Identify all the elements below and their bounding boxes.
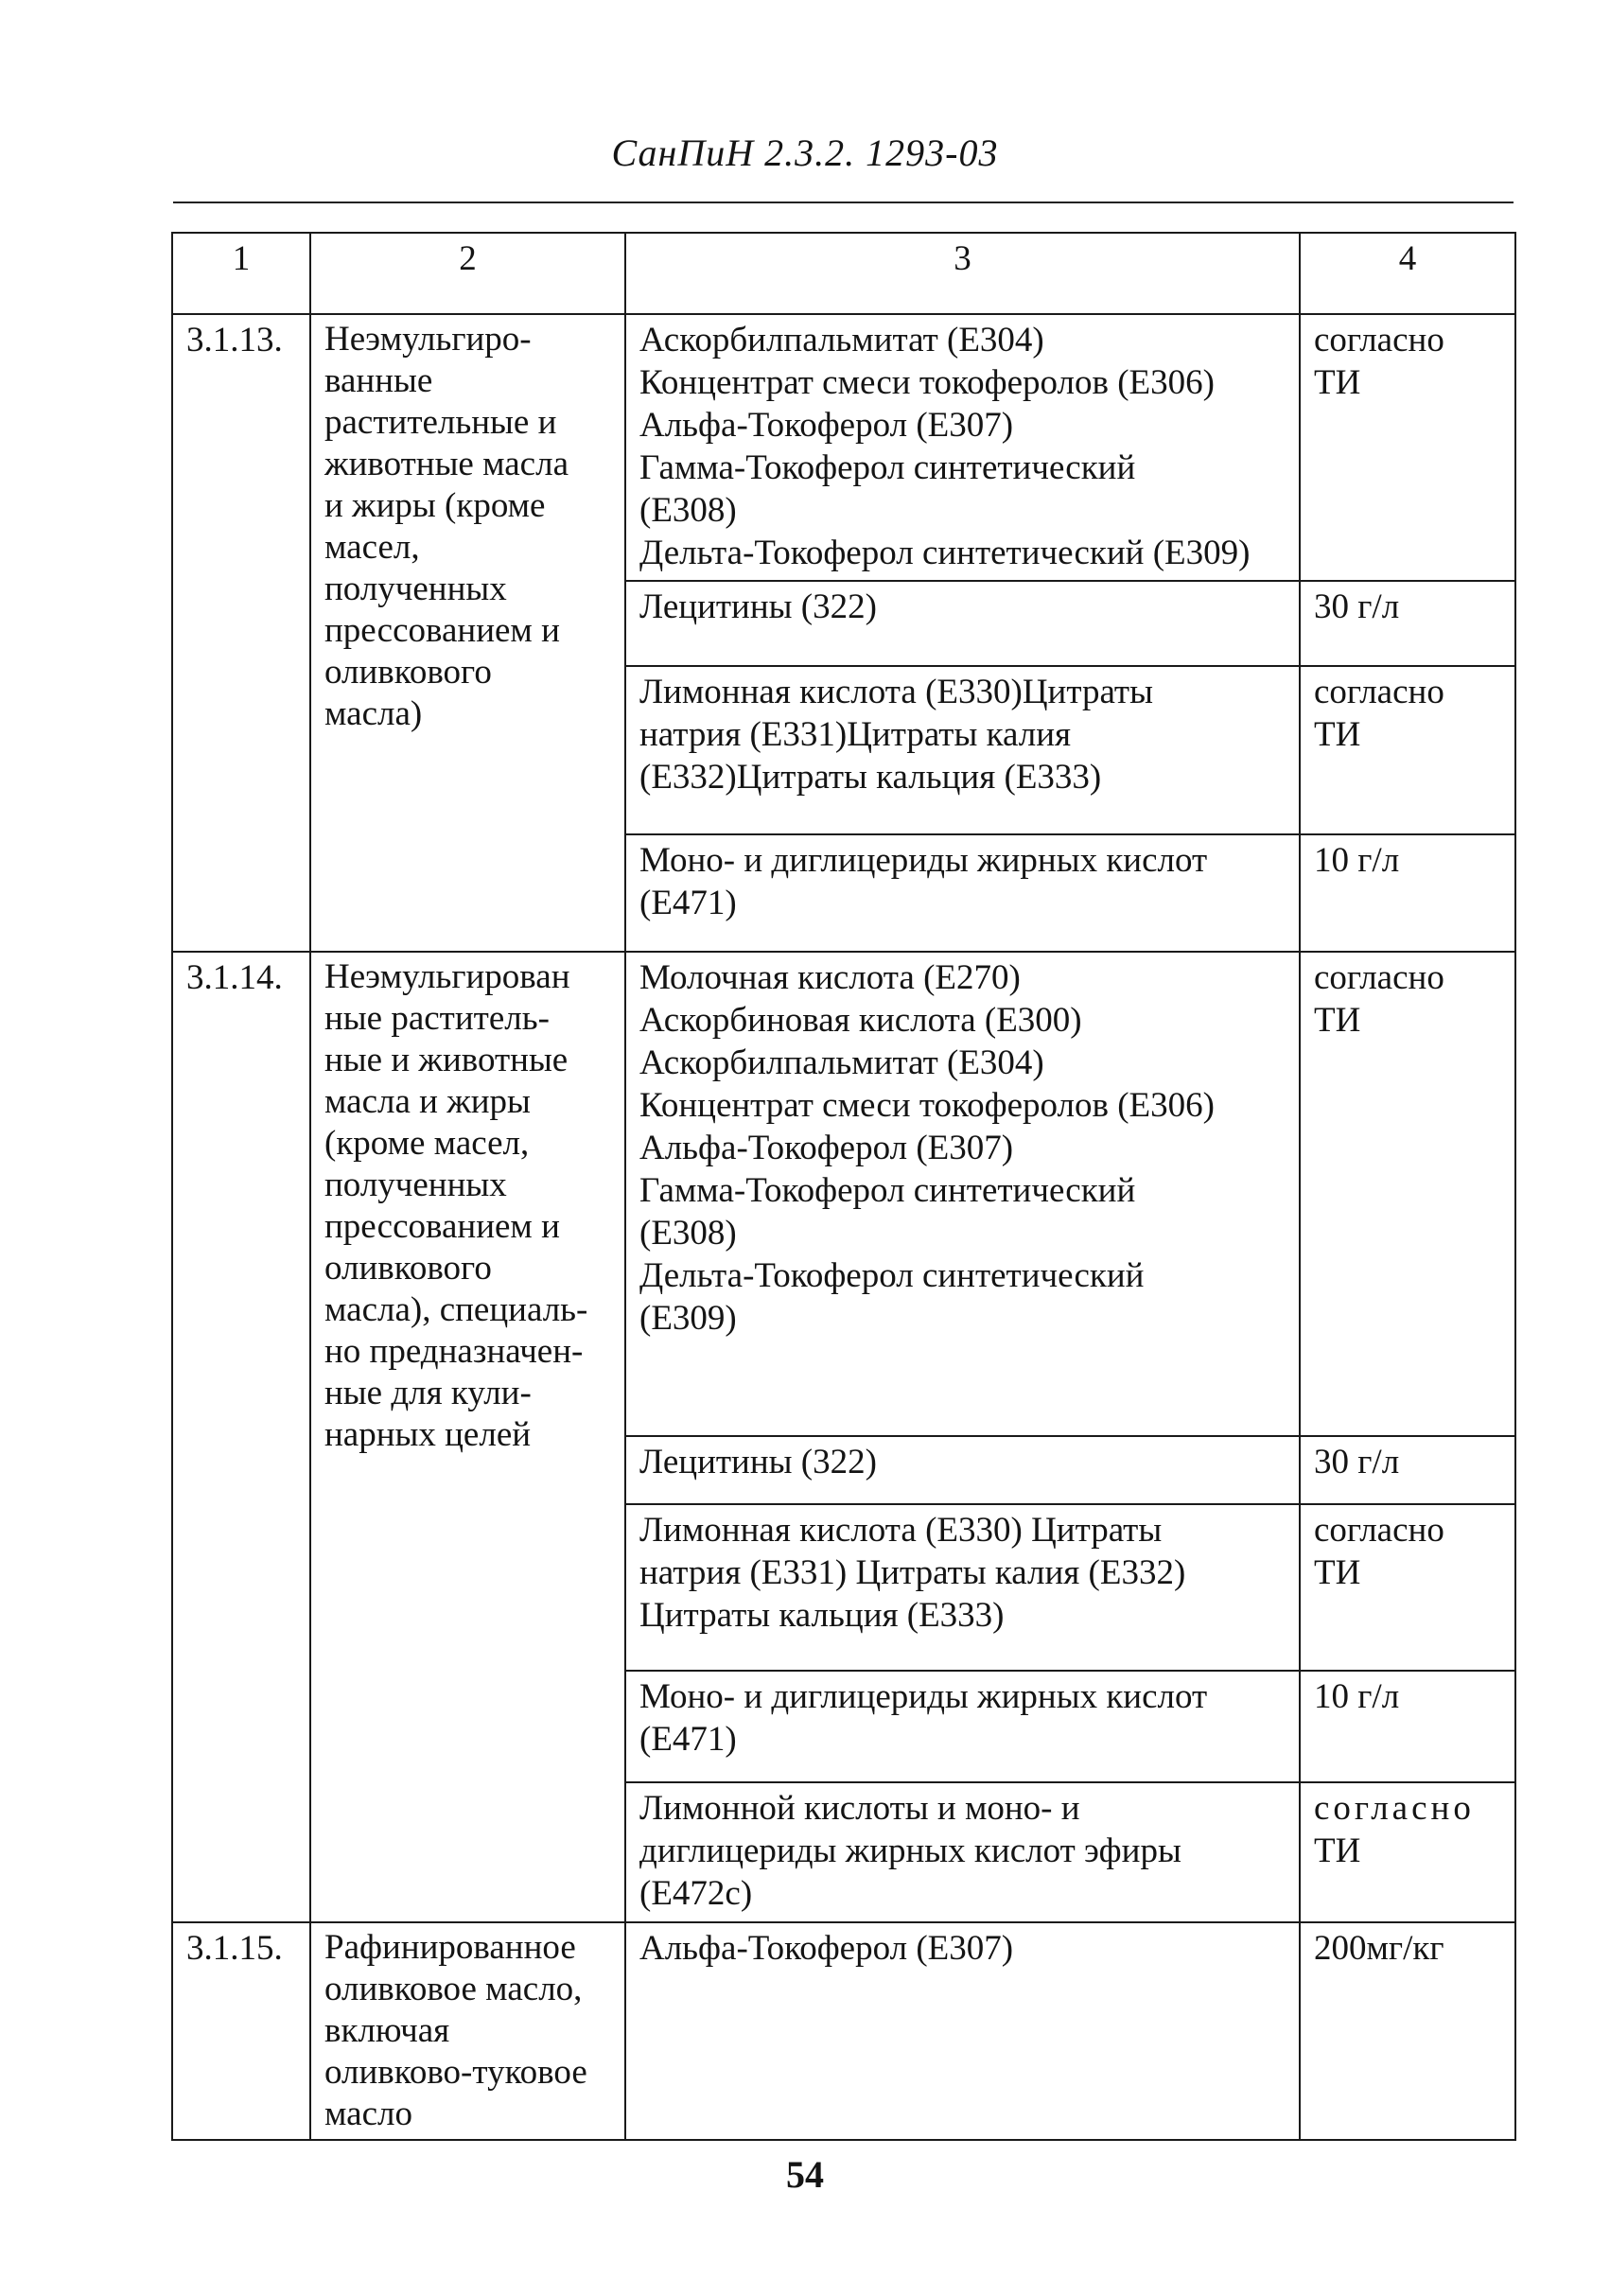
additive-line: Гамма-Токоферол синтетический (639, 448, 1136, 487)
level-line: ТИ (1314, 1832, 1361, 1870)
product-line: и жиры (кроме (324, 486, 546, 525)
product-description (310, 1922, 625, 2140)
additive-line: натрия (Е331) Цитраты калия (Е332) (639, 1553, 1186, 1592)
level-line: 10 г/л (1314, 841, 1400, 880)
level-cell (1300, 952, 1515, 1436)
section-number: 3.1.15. (172, 1922, 310, 2140)
level-line: ТИ (1314, 715, 1361, 754)
table-row (172, 1922, 1515, 2140)
additive-line: Гамма-Токоферол синтетический (639, 1171, 1136, 1210)
level-line: ТИ (1314, 1001, 1361, 1040)
additive-line: Дельта-Токоферол синтетический (639, 1256, 1145, 1295)
additive-cell (625, 314, 1300, 581)
table-row (172, 314, 1515, 581)
product-line: прессованием и (324, 1207, 560, 1246)
level-cell (1300, 1922, 1515, 2140)
product-line: масла), специаль- (324, 1290, 588, 1329)
product-line: масло (324, 2094, 412, 2133)
additive-line: Аскорбилпальмитат (Е304) (639, 321, 1044, 359)
additive-line: Аскорбиновая кислота (Е300) (639, 1001, 1082, 1040)
additive-cell (625, 1436, 1300, 1504)
level-cell (1300, 1504, 1515, 1671)
section-number: 3.1.13. (172, 314, 310, 952)
level-line: 30 г/л (1314, 587, 1400, 626)
additive-line: Моно- и диглицериды жирных кислот (639, 841, 1208, 880)
additive-line: Моно- и диглицериды жирных кислот (639, 1677, 1208, 1716)
additive-line: Цитраты кальция (Е333) (639, 1596, 1005, 1635)
level-line: ТИ (1314, 363, 1361, 402)
additive-cell (625, 1504, 1300, 1671)
additive-line: Лимонная кислота (Е330)Цитраты (639, 673, 1153, 711)
product-line: масла) (324, 694, 423, 733)
level-line: 200мг/кг (1314, 1929, 1444, 1968)
product-line: полученных (324, 1166, 507, 1204)
additive-line: Концентрат смеси токоферолов (Е306) (639, 363, 1215, 402)
additives-table (171, 232, 1516, 2141)
product-description (310, 314, 625, 952)
additive-line: Лецитины (322) (639, 1443, 877, 1481)
additive-cell (625, 1671, 1300, 1782)
column-header-2: 2 (310, 233, 625, 314)
additive-cell (625, 581, 1300, 666)
additive-cell (625, 834, 1300, 952)
level-cell (1300, 1436, 1515, 1504)
additive-line: Лецитины (322) (639, 587, 877, 626)
product-line: оливковое масло, (324, 1970, 583, 2008)
additive-line: Дельта-Токоферол синтетический (Е309) (639, 534, 1251, 572)
additive-line: (Е472с) (639, 1874, 753, 1913)
level-line: согласно (1314, 958, 1444, 997)
level-cell (1300, 834, 1515, 952)
level-cell (1300, 1671, 1515, 1782)
additive-line: натрия (Е331)Цитраты калия (639, 715, 1072, 754)
product-line: ные раститель- (324, 999, 550, 1038)
additive-cell (625, 666, 1300, 834)
additive-line: Лимонная кислота (Е330) Цитраты (639, 1511, 1163, 1550)
product-line: масел, (324, 528, 420, 567)
level-cell (1300, 666, 1515, 834)
level-cell (1300, 314, 1515, 581)
level-line: 30 г/л (1314, 1443, 1400, 1481)
column-header-1: 1 (172, 233, 310, 314)
product-line: нарных целей (324, 1415, 532, 1454)
product-line: (кроме масел, (324, 1124, 530, 1163)
additive-line: Альфа-Токоферол (Е307) (639, 1929, 1014, 1968)
table-header-row (172, 233, 1515, 314)
level-line: согласно (1314, 673, 1444, 711)
product-line: растительные и (324, 403, 557, 442)
product-line: оливково-туковое (324, 2053, 587, 2092)
column-header-4: 4 (1300, 233, 1515, 314)
page-number: 54 (786, 2153, 824, 2196)
product-line: ные для кули- (324, 1374, 532, 1412)
additive-line: (Е332)Цитраты кальция (Е333) (639, 758, 1102, 797)
product-description (310, 952, 625, 1922)
product-line: Рафинированное (324, 1928, 576, 1967)
product-line: ные и животные (324, 1041, 569, 1079)
additive-line: Молочная кислота (Е270) (639, 958, 1021, 997)
additive-line: Концентрат смеси токоферолов (Е306) (639, 1086, 1215, 1125)
document-title: СанПиН 2.3.2. 1293-03 (611, 131, 999, 174)
additive-cell (625, 952, 1300, 1436)
additive-line: (Е309) (639, 1299, 737, 1338)
additive-line: (Е308) (639, 1214, 737, 1253)
additive-line: Аскорбилпальмитат (Е304) (639, 1043, 1044, 1082)
product-line: оливкового (324, 1249, 492, 1288)
additive-line: Лимонной кислоты и моно- и (639, 1789, 1080, 1828)
section-number: 3.1.14. (172, 952, 310, 1922)
level-line: согласно (1314, 321, 1444, 359)
product-line: ванные (324, 361, 433, 400)
product-line: масла и жиры (324, 1082, 531, 1121)
additive-line: (Е471) (639, 1720, 737, 1759)
additive-cell (625, 1782, 1300, 1922)
product-line: но предназначен- (324, 1332, 584, 1371)
product-line: включая (324, 2011, 450, 2050)
product-line: животные масла (324, 445, 569, 483)
level-cell (1300, 1782, 1515, 1922)
additive-line: (Е308) (639, 491, 737, 530)
additive-line: Альфа-Токоферол (Е307) (639, 1129, 1014, 1167)
product-line: Неэмульгиро- (324, 320, 532, 359)
product-line: оливкового (324, 653, 492, 692)
header-rule (173, 202, 1514, 203)
column-header-3: 3 (625, 233, 1300, 314)
level-cell (1300, 581, 1515, 666)
level-line: согласно (1314, 1789, 1475, 1828)
product-line: полученных (324, 570, 507, 608)
additive-line: (Е471) (639, 884, 737, 922)
level-line: ТИ (1314, 1553, 1361, 1592)
table-row (172, 952, 1515, 1436)
product-line: прессованием и (324, 611, 560, 650)
additive-cell (625, 1922, 1300, 2140)
level-line: 10 г/л (1314, 1677, 1400, 1716)
additive-line: Альфа-Токоферол (Е307) (639, 406, 1014, 445)
product-line: Неэмульгирован (324, 957, 570, 996)
additive-line: диглицериды жирных кислот эфиры (639, 1832, 1181, 1870)
level-line: согласно (1314, 1511, 1444, 1550)
